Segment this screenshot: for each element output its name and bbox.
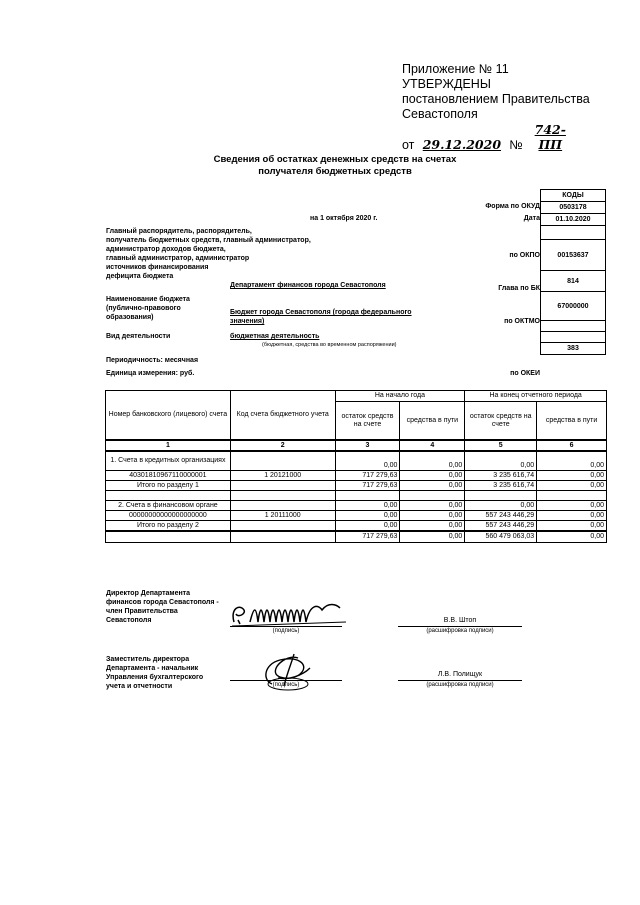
date-label: Дата <box>523 215 540 222</box>
okei-value: 383 <box>541 343 606 355</box>
col-number: 1 <box>106 440 231 451</box>
table-row: 2. Счета в финансовом органе 0,00 0,00 0,00 0,00 <box>106 501 607 511</box>
col-header-transit-end: средства в пути <box>537 402 607 440</box>
decode1-line <box>398 626 522 627</box>
signer2-role: Заместитель директора Департамента - начальник Управления бухгалтерского учета и отчетности <box>106 656 204 690</box>
table-row: Итого по разделу 1 717 279,63 0,00 3 235 616,74 0,00 <box>106 481 607 491</box>
decode1-caption: (расшифровка подписи) <box>426 628 494 634</box>
okud-label: Форма по ОКУД <box>485 203 540 210</box>
activity-caption: (бюджетная, средства во временном распоряжении) <box>262 342 397 348</box>
signature1-caption: (подпись) <box>272 628 300 634</box>
signer1-name: В.В. Штоп <box>443 617 477 624</box>
okpo-label: по ОКПО <box>509 252 540 259</box>
approved-word: УТВЕРЖДЕНЫ <box>402 77 491 91</box>
col-header-balance-start: остаток средств на счете <box>335 402 400 440</box>
col-number: 5 <box>465 440 537 451</box>
table-row: 40301810967110000001 1 20121000 717 279,63 0,00 3 235 616,74 0,00 <box>106 471 607 481</box>
col-number: 2 <box>230 440 335 451</box>
oktmo-value: 67000000 <box>541 292 606 321</box>
codes-header: КОДЫ <box>541 190 606 202</box>
okei-label: по ОКЕИ <box>510 370 540 377</box>
approval-number: 742-ПП <box>534 122 566 152</box>
activity-label: Вид деятельности <box>106 333 171 340</box>
approved-by: постановлением Правительства <box>402 92 590 106</box>
glava-label: Глава по БК <box>498 285 540 292</box>
signer1-role: Директор Департамента финансов города Севастополя - член Правительства Севастополя <box>106 590 219 624</box>
oktmo-label: по ОКТМО <box>504 318 540 325</box>
as-of-date: на 1 октября 2020 г. <box>310 215 378 222</box>
table-row: 1. Счета в кредитных организациях 0,00 0,00 0,00 0,00 <box>106 451 607 471</box>
group-header-end: На конец отчетного периода <box>465 391 607 402</box>
signature2-caption: (подпись) <box>272 682 300 688</box>
table-row: 00000000000000000000 1 20111000 0,00 0,00 557 243 446,29 0,00 <box>106 511 607 521</box>
approval-date-line: от 29.12.2020 № 742-ПП <box>402 122 590 153</box>
date-value: 01.10.2020 <box>541 214 606 226</box>
table-row: Итого по разделу 2 0,00 0,00 557 243 446,29 0,00 <box>106 521 607 532</box>
col-header-account: Номер банковского (лицевого) счета <box>106 391 231 441</box>
col-number: 3 <box>335 440 400 451</box>
table-total-row: 717 279,63 0,00 560 479 063,03 0,00 <box>106 531 607 543</box>
signature1-image <box>228 598 358 628</box>
codes-table <box>540 189 606 355</box>
col-header-balance-end: остаток средств на счете <box>465 402 537 440</box>
decode2-caption: (расшифровка подписи) <box>426 682 494 688</box>
signature1-line <box>230 626 342 627</box>
budget-value: Бюджет города Севастополя (города федерального значения) <box>230 309 412 325</box>
okpo-value: 00153637 <box>541 240 606 271</box>
column-numbers-row <box>106 440 607 451</box>
col-header-transit-start: средства в пути <box>400 402 465 440</box>
signature2-line <box>230 680 342 681</box>
col-header-code: Код счета бюджетного учета <box>230 391 335 441</box>
okud-value: 0503178 <box>541 202 606 214</box>
periodicity-label: Периодичность: месячная <box>106 357 199 364</box>
manager-label: Главный распорядитель, распорядитель, получатель бюджетных средств, главный администратор, администратор доходов бюджета, главный администратор, администратор источников финансирования дефицита бюджета <box>106 228 311 280</box>
approval-block <box>402 62 590 153</box>
budget-label: Наименование бюджета (публично-правового образования) <box>106 296 190 321</box>
unit-label: Единица измерения: руб. <box>106 370 195 377</box>
col-number: 6 <box>537 440 607 451</box>
group-header-start: На начало года <box>335 391 465 402</box>
signer2-name: Л.В. Полищук <box>437 671 483 678</box>
col-number: 4 <box>400 440 465 451</box>
activity-value: бюджетная деятельность <box>230 333 320 340</box>
glava-value: 814 <box>541 271 606 292</box>
appendix-number: Приложение № 11 <box>402 62 509 76</box>
balances-table <box>105 390 607 543</box>
approval-date: 29.12.2020 <box>422 137 502 152</box>
table-row-spacer <box>106 491 607 501</box>
document-title: Сведения об остатках денежных средств на счетах получателя бюджетных средств <box>213 154 457 177</box>
approved-city: Севастополя <box>402 107 478 121</box>
manager-value: Департамент финансов города Севастополя <box>230 282 386 289</box>
decode2-line <box>398 680 522 681</box>
